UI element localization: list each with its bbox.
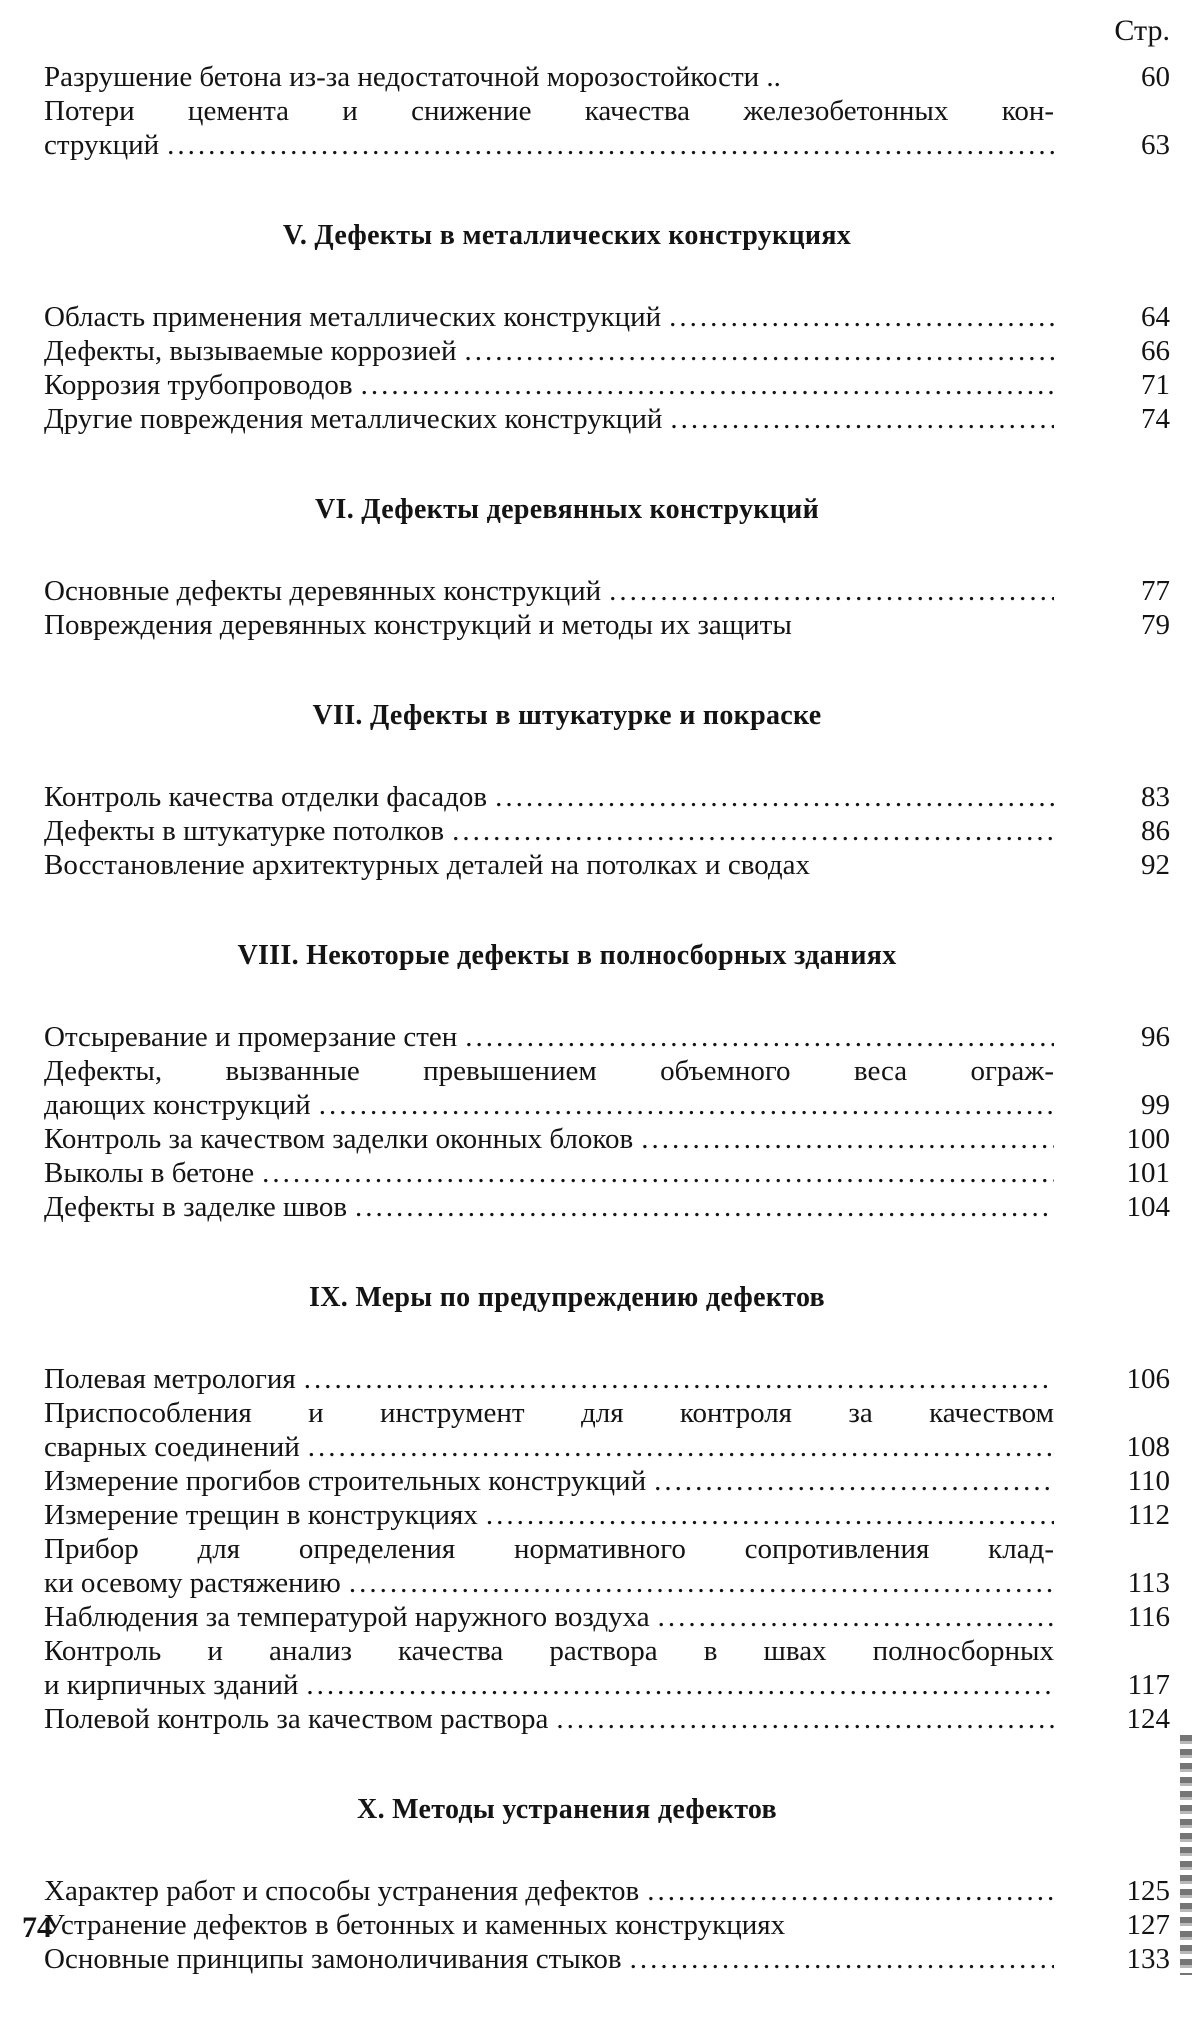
toc-entry: [44, 1634, 1170, 1702]
toc-entry-page: 64: [1141, 301, 1170, 333]
toc-entry-page: 104: [1126, 1191, 1170, 1223]
dot-leader: [495, 780, 1054, 814]
section-title: V. Дефекты в металлических конструкциях: [282, 220, 852, 251]
page-number: 74: [22, 1911, 52, 1944]
toc-entry-line: [44, 1396, 1054, 1430]
toc-entry-text: [44, 780, 1100, 814]
toc-entry-line-text: сварных соединений: [44, 1431, 300, 1463]
toc-entry-line: [44, 1498, 1054, 1532]
toc-entry-page: 77: [1141, 575, 1170, 607]
dot-leader: [319, 1088, 1054, 1122]
toc-entry-line-text: Измерение прогибов строительных конструкций: [44, 1465, 647, 1497]
toc-entry-line-text: Дефекты, вызываемые коррозией: [44, 335, 457, 367]
toc-entry-line-text: Выколы в бетоне: [44, 1157, 255, 1189]
toc-entry-line: [44, 1088, 1054, 1122]
dot-leader: [556, 1702, 1054, 1736]
toc-entry-line: [44, 128, 1054, 162]
toc-entry: [44, 1532, 1170, 1600]
toc-entry-text: [44, 1600, 1100, 1634]
toc-entry-text: [44, 1156, 1100, 1190]
dot-leader: [641, 1122, 1054, 1156]
toc-entry-line: [44, 1362, 1054, 1396]
toc-entry-text: [44, 1396, 1100, 1464]
toc-entry-line-text: Отсыревание и промерзание стен: [44, 1021, 458, 1053]
toc-entry-page: 113: [1127, 1567, 1170, 1599]
dot-leader: [654, 1464, 1054, 1498]
toc-entry-line: [44, 334, 1054, 368]
toc-entry-text: [44, 1362, 1100, 1396]
toc-entry: [44, 300, 1170, 334]
toc-entry-line-text: и кирпичных зданий: [44, 1669, 299, 1701]
toc-entry: [44, 574, 1170, 608]
toc-entry-line-text: Дефекты, вызванные превышением объемного веса ограж-: [44, 1055, 1054, 1087]
toc-entry-text: [44, 1190, 1100, 1224]
toc-entry-line: [44, 608, 1054, 642]
toc-entry-page: 117: [1127, 1669, 1170, 1701]
toc-entry-page: 71: [1141, 369, 1170, 401]
toc-entry-line: [44, 574, 1054, 608]
toc-entry-text: [44, 368, 1100, 402]
toc-entry-text: [44, 1020, 1100, 1054]
section-title: IX. Меры по предупреждению дефектов: [309, 1282, 825, 1313]
toc-entry-text: [44, 1874, 1100, 1908]
toc-entry-line-text: струкций: [44, 129, 160, 161]
dot-leader: [670, 402, 1054, 436]
toc-entry: [44, 1942, 1170, 1976]
dot-leader: [486, 1498, 1054, 1532]
scan-edge-mark: [1180, 1735, 1192, 1975]
toc-entry-text: [44, 1634, 1100, 1702]
toc-entry-line: [44, 814, 1054, 848]
toc-entry-page: 92: [1141, 849, 1170, 881]
toc-entry: [44, 334, 1170, 368]
page-column-label: Стр.: [1114, 14, 1170, 47]
toc-entry-line: [44, 848, 1054, 882]
toc-entry-line: [44, 1190, 1054, 1224]
toc-entry: [44, 1362, 1170, 1396]
dot-leader: [452, 814, 1054, 848]
toc-entry-line-text: Прибор для определения нормативного сопротивления клад-: [44, 1533, 1054, 1565]
toc-entry-text: [44, 608, 1100, 642]
toc-entry: [44, 1020, 1170, 1054]
toc-section: [44, 1282, 1170, 1736]
toc-entry-line-text: Приспособления и инструмент для контроля за качеством: [44, 1397, 1054, 1429]
toc-section: [44, 494, 1170, 642]
toc-entry-line-text: Разрушение бетона из-за недостаточной морозостойкости ..: [44, 61, 781, 93]
toc-entry-line: [44, 1532, 1054, 1566]
toc-entry-line-text: Измерение трещин в конструкциях: [44, 1499, 478, 1531]
toc-entry-line-text: Контроль за качеством заделки оконных блоков: [44, 1123, 634, 1155]
toc-entry-text: [44, 1908, 1100, 1942]
section-title: VIII. Некоторые дефекты в полносборных зданиях: [237, 940, 897, 971]
toc-entry-page: 101: [1126, 1157, 1170, 1189]
toc-entry: [44, 1190, 1170, 1224]
toc-entry-text: [44, 1498, 1100, 1532]
dot-leader: [361, 368, 1054, 402]
toc-entry-page: 86: [1141, 815, 1170, 847]
toc-entry-line-text: Область применения металлических конструкций: [44, 301, 662, 333]
dot-leader: [465, 334, 1055, 368]
toc-entry-line-text: дающих конструкций: [44, 1089, 311, 1121]
toc-entry: [44, 1702, 1170, 1736]
dot-leader: [630, 1942, 1054, 1976]
toc-entry: [44, 814, 1170, 848]
toc-entry-page: 125: [1126, 1875, 1170, 1907]
toc-entry-line: [44, 402, 1054, 436]
toc-entry-line-text: Полевая метрология: [44, 1363, 296, 1395]
toc-entry: [44, 1874, 1170, 1908]
toc-entry-page: 116: [1127, 1601, 1170, 1633]
toc-entry-line-text: Дефекты в штукатурке потолков: [44, 815, 445, 847]
toc-entry-line: [44, 1054, 1054, 1088]
toc-entry-text: [44, 402, 1100, 436]
toc-entry-line: [44, 1634, 1054, 1668]
toc-entry-page: 108: [1126, 1431, 1170, 1463]
toc-entry-text: [44, 1532, 1100, 1600]
toc-entry-line: [44, 1430, 1054, 1464]
toc-entry-line-text: Контроль качества отделки фасадов: [44, 781, 488, 813]
toc-entry-text: [44, 848, 1100, 882]
toc-entry: [44, 1908, 1170, 1942]
toc-entry-page: 110: [1127, 1465, 1170, 1497]
table-of-contents: [44, 60, 1170, 1976]
toc-entry-line: [44, 1874, 1054, 1908]
toc-entry-line-text: Потери цемента и снижение качества железобетонных кон-: [44, 95, 1054, 127]
toc-entry-page: 63: [1141, 129, 1170, 161]
dot-leader: [658, 1600, 1054, 1634]
toc-entry: [44, 1396, 1170, 1464]
toc-entry-line: [44, 1600, 1054, 1634]
toc-entry: [44, 94, 1170, 162]
toc-entry-line-text: Другие повреждения металлических конструкций: [44, 403, 663, 435]
toc-entry-text: [44, 1122, 1100, 1156]
toc-entry: [44, 1464, 1170, 1498]
toc-entry-line: [44, 1942, 1054, 1976]
toc-entry: [44, 1054, 1170, 1122]
toc-section: [44, 940, 1170, 1224]
toc-entry-line-text: Основные дефекты деревянных конструкций: [44, 575, 602, 607]
toc-entry-page: 66: [1141, 335, 1170, 367]
toc-entry-line-text: Дефекты в заделке швов: [44, 1191, 348, 1223]
toc-entry-page: 99: [1141, 1089, 1170, 1121]
toc-entry: [44, 402, 1170, 436]
toc-entry-line-text: Контроль и анализ качества раствора в швах полносборных: [44, 1635, 1054, 1667]
toc-entry-line-text: Полевой контроль за качеством раствора: [44, 1703, 549, 1735]
dot-leader: [304, 1362, 1054, 1396]
dot-leader: [355, 1190, 1054, 1224]
section-title: X. Методы устранения дефектов: [357, 1794, 777, 1825]
toc-entry-page: 106: [1126, 1363, 1170, 1395]
toc-entry-line-text: Наблюдения за температурой наружного воздуха: [44, 1601, 650, 1633]
toc-entry: [44, 60, 1170, 94]
toc-entry-text: [44, 1942, 1100, 1976]
dot-leader: [609, 574, 1054, 608]
toc-entry-line: [44, 1908, 1054, 1942]
toc-entry-page: 127: [1126, 1909, 1170, 1941]
toc-entry-page: 96: [1141, 1021, 1170, 1053]
toc-entry-text: [44, 1702, 1100, 1736]
toc-entry-line-text: Устранение дефектов в бетонных и каменных конструкциях: [44, 1909, 786, 1941]
toc-entry-line: [44, 780, 1054, 814]
toc-entry-line: [44, 1464, 1054, 1498]
toc-entry-page: 79: [1141, 609, 1170, 641]
dot-leader: [465, 1020, 1054, 1054]
toc-entry: [44, 368, 1170, 402]
toc-entry-line: [44, 300, 1054, 334]
toc-entry: [44, 848, 1170, 882]
dot-leader: [306, 1668, 1054, 1702]
toc-entry-page: 74: [1141, 403, 1170, 435]
toc-entry-page: 60: [1141, 61, 1170, 93]
toc-entry: [44, 780, 1170, 814]
section-title: VI. Дефекты деревянных конструкций: [314, 494, 819, 525]
toc-entry-line: [44, 1702, 1054, 1736]
section-title: VII. Дефекты в штукатурке и покраске: [312, 700, 822, 731]
toc-entry-line: [44, 1020, 1054, 1054]
toc-entry-text: [44, 1054, 1100, 1122]
toc-entry-line: [44, 368, 1054, 402]
toc-entry-text: [44, 60, 1100, 94]
dot-leader: [308, 1430, 1054, 1464]
toc-entry-line-text: ки осевому растяжению: [44, 1567, 341, 1599]
toc-section: [44, 60, 1170, 162]
toc-entry-text: [44, 94, 1100, 162]
toc-entry-page: 83: [1141, 781, 1170, 813]
toc-entry: [44, 1600, 1170, 1634]
dot-leader: [647, 1874, 1054, 1908]
toc-entry-line: [44, 94, 1054, 128]
toc-entry-page: 133: [1126, 1943, 1170, 1975]
toc-entry-text: [44, 574, 1100, 608]
toc-entry-page: 112: [1127, 1499, 1170, 1531]
toc-entry-line: [44, 1156, 1054, 1190]
toc-entry-line-text: Коррозия трубопроводов: [44, 369, 353, 401]
dot-leader: [669, 300, 1054, 334]
toc-entry-line: [44, 1566, 1054, 1600]
toc-section: [44, 1794, 1170, 1976]
toc-entry-text: [44, 300, 1100, 334]
toc-entry-line: [44, 60, 1054, 94]
toc-entry-text: [44, 814, 1100, 848]
toc-entry: [44, 1122, 1170, 1156]
toc-entry: [44, 1498, 1170, 1532]
toc-entry-line: [44, 1668, 1054, 1702]
dot-leader: [167, 128, 1054, 162]
dot-leader: [262, 1156, 1054, 1190]
toc-entry-line: [44, 1122, 1054, 1156]
toc-entry-line-text: Повреждения деревянных конструкций и методы их защиты: [44, 609, 792, 641]
toc-entry-line-text: Основные принципы замоноличивания стыков: [44, 1943, 622, 1975]
toc-entry-text: [44, 334, 1100, 368]
toc-entry-text: [44, 1464, 1100, 1498]
toc-entry-line-text: Характер работ и способы устранения дефектов: [44, 1875, 640, 1907]
dot-leader: [349, 1566, 1054, 1600]
toc-section: [44, 220, 1170, 436]
toc-entry-line-text: Восстановление архитектурных деталей на потолках и сводах: [44, 849, 810, 881]
toc-entry-page: 124: [1126, 1703, 1170, 1735]
toc-entry-page: 100: [1126, 1123, 1170, 1155]
toc-entry: [44, 1156, 1170, 1190]
toc-section: [44, 700, 1170, 882]
toc-entry: [44, 608, 1170, 642]
